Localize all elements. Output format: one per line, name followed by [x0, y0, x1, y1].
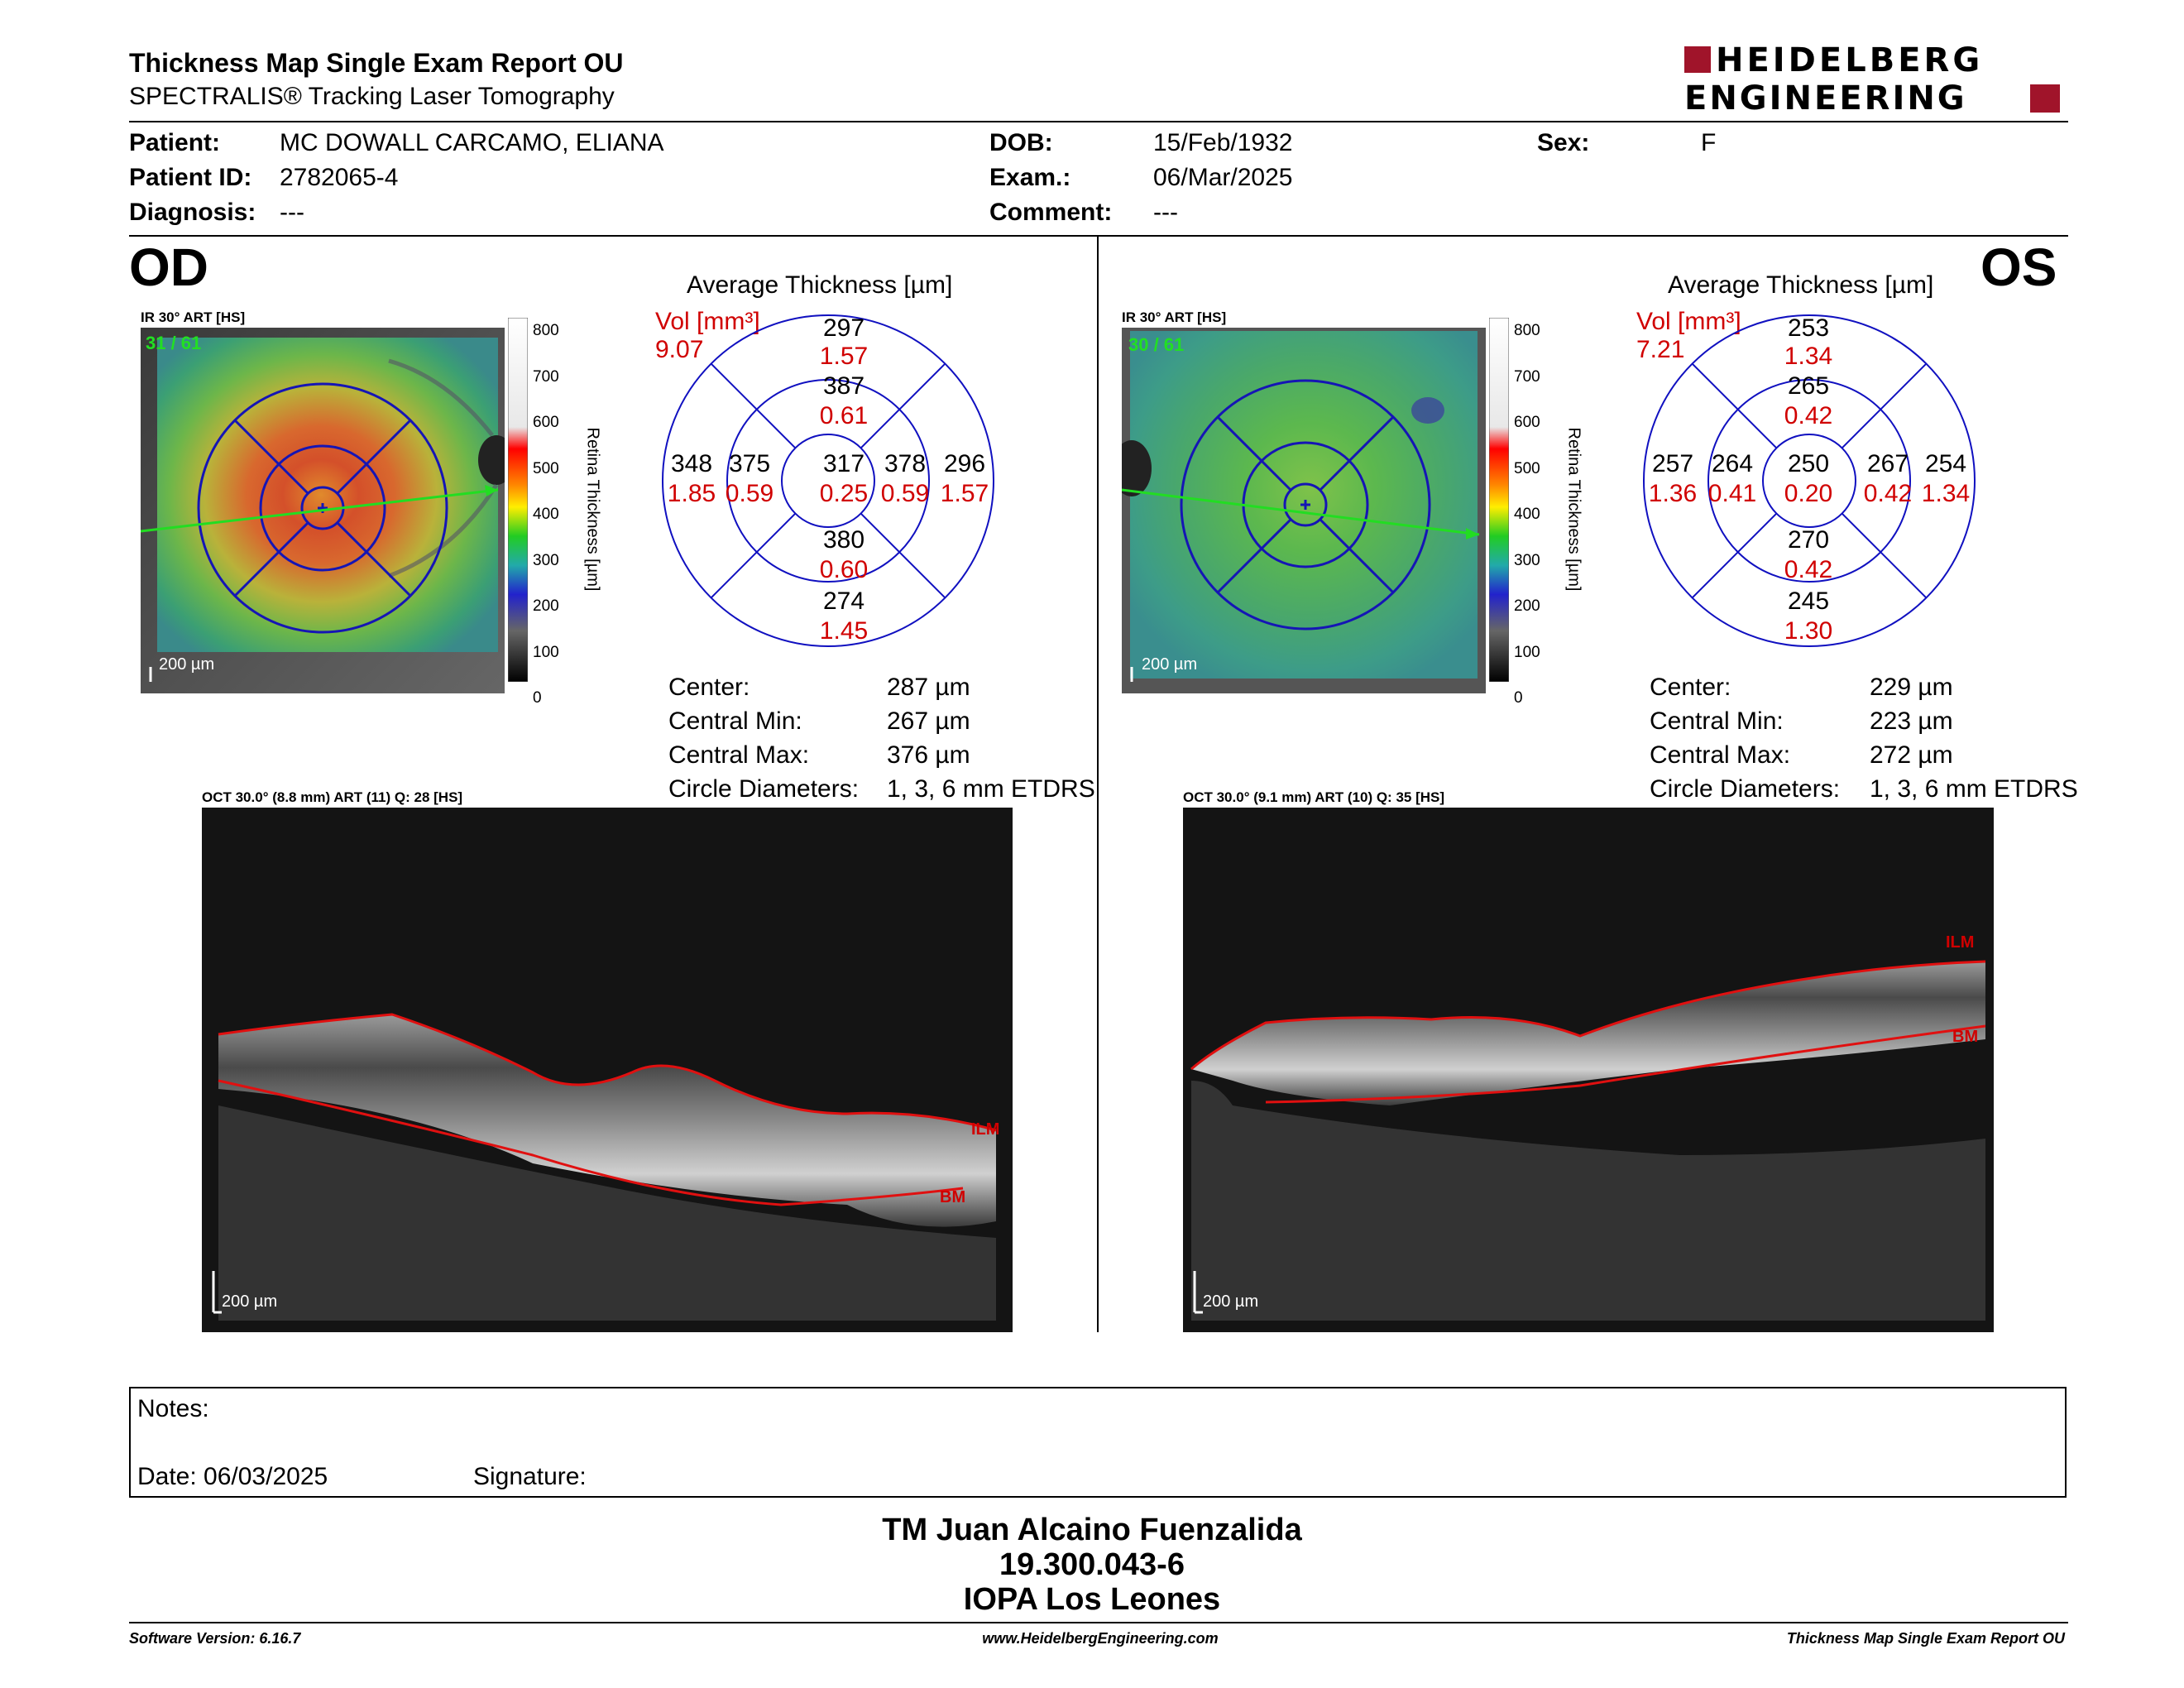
stat-label: Central Min: — [668, 707, 802, 735]
patient-id-label: Patient ID: — [129, 164, 252, 191]
os-outer-right-thickness: 254 — [1924, 450, 1967, 477]
od-outer-top-volume: 1.57 — [819, 343, 869, 370]
stat-label: Central Max: — [1650, 741, 1791, 769]
od-outer-left-thickness: 348 — [670, 450, 713, 477]
oct-scale-od: 200 µm — [222, 1292, 278, 1311]
os-outer-top-volume: 1.34 — [1784, 343, 1833, 370]
diagnosis-value: --- — [280, 199, 304, 226]
od-outer-right-thickness: 296 — [943, 450, 986, 477]
avg-thickness-title-od: Average Thickness [µm] — [687, 271, 953, 299]
vol-value-os: 7.21 — [1636, 336, 1685, 363]
signer-id: 19.300.043-6 — [999, 1547, 1185, 1582]
colorbar-tick: 700 — [1514, 367, 1540, 386]
od-inner-left-thickness: 375 — [728, 450, 771, 477]
header-divider — [129, 121, 2068, 122]
colorbar-title-os: Retina Thickness [µm] — [1564, 427, 1583, 592]
ir-label-os: IR 30° ART [HS] — [1122, 309, 1227, 325]
colorbar-tick: 400 — [1514, 506, 1540, 523]
oct-scale-os: 200 µm — [1203, 1292, 1259, 1311]
center-divider — [1097, 237, 1099, 1332]
colorbar-tick: 300 — [1514, 551, 1540, 569]
frame-counter-os: 30 / 61 — [1128, 334, 1185, 355]
oct-bscan-svg-os — [1183, 808, 1994, 1332]
od-inner-top-volume: 0.61 — [819, 402, 869, 429]
patient-value: MC DOWALL CARCAMO, ELIANA — [280, 129, 664, 156]
oct-bscan-os — [1183, 808, 1994, 1332]
dob-value: 15/Feb/1932 — [1153, 129, 1293, 156]
oct-label-os: OCT 30.0° (9.1 mm) ART (10) Q: 35 [HS] — [1183, 789, 1445, 805]
colorbar-tick: 600 — [1514, 414, 1540, 431]
stat-label: Central Max: — [668, 741, 810, 769]
stat-label: Center: — [668, 674, 750, 701]
colorbar-ticks-od — [533, 308, 559, 722]
bm-label-os: BM — [1952, 1028, 1979, 1046]
colorbar-tick: 200 — [1514, 597, 1540, 615]
os-inner-left-volume: 0.41 — [1707, 480, 1757, 507]
colorbar-od — [508, 318, 528, 682]
colorbar-tick: 100 — [1514, 643, 1540, 661]
patient-label: Patient: — [129, 129, 221, 156]
bm-label-od: BM — [940, 1188, 966, 1206]
stat-label: Central Min: — [1650, 707, 1784, 735]
od-outer-right-volume: 1.57 — [940, 480, 989, 507]
colorbar-ticks-os — [1514, 308, 1540, 722]
software-version: Software Version: 6.16.7 — [129, 1630, 301, 1647]
colorbar-tick: 300 — [533, 551, 559, 569]
stats-labels-os — [1650, 670, 1840, 806]
fundus-thickness-map-od — [141, 328, 505, 693]
ilm-label-od: ILM — [971, 1120, 1000, 1139]
logo-red-square-top — [1684, 46, 1711, 73]
logo-red-square-bottom — [2030, 84, 2060, 113]
os-outer-left-thickness: 257 — [1651, 450, 1694, 477]
oct-bscan-svg-od — [202, 808, 1013, 1332]
od-inner-bottom-volume: 0.60 — [819, 556, 869, 583]
colorbar-tick: 500 — [533, 459, 559, 477]
stat-value: 1, 3, 6 mm ETDRS — [1870, 775, 2078, 803]
colorbar-tick: 100 — [533, 643, 559, 661]
footer-divider — [129, 1622, 2068, 1623]
exam-label: Exam.: — [989, 164, 1071, 191]
od-inner-left-volume: 0.59 — [725, 480, 774, 507]
stat-value: 272 µm — [1870, 741, 1953, 769]
comment-value: --- — [1153, 199, 1178, 226]
colorbar-tick: 800 — [533, 322, 559, 339]
stat-label: Circle Diameters: — [668, 775, 860, 803]
colorbar-tick: 200 — [533, 597, 559, 615]
fundus-scale-os: 200 µm — [1142, 655, 1198, 674]
oct-bscan-od — [202, 808, 1013, 1332]
od-outer-bottom-volume: 1.45 — [819, 617, 869, 645]
signer-place: IOPA Los Leones — [963, 1582, 1221, 1617]
frame-counter-od: 31 / 61 — [146, 333, 202, 353]
os-inner-top-thickness: 265 — [1787, 372, 1830, 400]
od-center-thickness: 317 — [822, 450, 865, 477]
fundus-scale-od: 200 µm — [159, 655, 215, 674]
od-outer-bottom-thickness: 274 — [822, 587, 865, 615]
dob-label: DOB: — [989, 129, 1053, 156]
stat-label: Circle Diameters: — [1650, 775, 1841, 803]
notes-label: Notes: — [137, 1395, 209, 1422]
od-outer-left-volume: 1.85 — [667, 480, 716, 507]
os-outer-left-volume: 1.36 — [1648, 480, 1698, 507]
stat-value: 376 µm — [887, 741, 970, 769]
diagnosis-label: Diagnosis: — [129, 199, 256, 226]
vol-label-od: Vol [mm³] — [655, 308, 760, 335]
heidelberg-logo — [1684, 41, 2065, 117]
colorbar-tick: 400 — [533, 506, 559, 523]
report-subtitle: SPECTRALIS® Tracking Laser Tomography — [129, 83, 615, 110]
colorbar-tick: 500 — [1514, 459, 1540, 477]
os-inner-bottom-thickness: 270 — [1787, 526, 1830, 554]
stat-value: 287 µm — [887, 674, 970, 701]
fundus-thickness-map-os — [1122, 328, 1486, 693]
date-label: Date: 06/03/2025 — [137, 1463, 328, 1490]
os-outer-bottom-volume: 1.30 — [1784, 617, 1833, 645]
os-outer-top-thickness: 253 — [1787, 314, 1830, 342]
vol-label-os: Vol [mm³] — [1636, 308, 1741, 335]
colorbar-tick: 800 — [1514, 322, 1540, 339]
signer-block — [745, 1513, 1439, 1617]
stat-value: 229 µm — [1870, 674, 1953, 701]
od-outer-top-thickness: 297 — [822, 314, 865, 342]
stat-value: 223 µm — [1870, 707, 1953, 735]
patient-id-value: 2782065-4 — [280, 164, 399, 191]
sex-value: F — [1701, 129, 1717, 156]
avg-thickness-title-os: Average Thickness [µm] — [1668, 271, 1934, 299]
comment-label: Comment: — [989, 199, 1113, 226]
os-center-volume: 0.20 — [1784, 480, 1833, 507]
os-inner-right-volume: 0.42 — [1863, 480, 1913, 507]
os-outer-bottom-thickness: 245 — [1787, 587, 1830, 615]
os-outer-right-volume: 1.34 — [1921, 480, 1971, 507]
colorbar-tick: 700 — [533, 367, 559, 386]
colorbar-title-od: Retina Thickness [µm] — [583, 427, 602, 592]
sex-label: Sex: — [1537, 129, 1590, 156]
os-inner-right-thickness: 267 — [1866, 450, 1909, 477]
os-center-thickness: 250 — [1787, 450, 1830, 477]
footer-report-name: Thickness Map Single Exam Report OU — [1786, 1630, 2065, 1647]
stats-values-od — [887, 670, 1095, 806]
ir-label-od: IR 30° ART [HS] — [141, 309, 246, 325]
vol-value-od: 9.07 — [655, 336, 704, 363]
signature-label: Signature: — [473, 1463, 587, 1490]
signer-name: TM Juan Alcaino Fuenzalida — [882, 1513, 1302, 1547]
fundus-map-svg-os — [1122, 328, 1486, 693]
eye-label-od: OD — [129, 237, 208, 297]
oct-label-od: OCT 30.0° (8.8 mm) ART (11) Q: 28 [HS] — [202, 789, 463, 805]
colorbar-tick: 0 — [533, 689, 542, 707]
exam-value: 06/Mar/2025 — [1153, 164, 1293, 191]
colorbar-os — [1489, 318, 1509, 682]
os-inner-top-volume: 0.42 — [1784, 402, 1833, 429]
stat-label: Center: — [1650, 674, 1731, 701]
patient-divider — [129, 235, 2068, 237]
stat-value: 267 µm — [887, 707, 970, 735]
os-inner-bottom-volume: 0.42 — [1784, 556, 1833, 583]
notes-box[interactable] — [129, 1387, 2067, 1498]
eye-label-os: OS — [1980, 237, 2057, 297]
od-inner-right-thickness: 378 — [884, 450, 927, 477]
os-inner-left-thickness: 264 — [1711, 450, 1754, 477]
stats-labels-od — [668, 670, 859, 806]
website-link[interactable]: www.HeidelbergEngineering.com — [982, 1630, 1219, 1647]
fundus-map-svg-od — [141, 328, 505, 693]
colorbar-tick: 0 — [1514, 689, 1523, 707]
od-inner-top-thickness: 387 — [822, 372, 865, 400]
colorbar-tick: 600 — [533, 414, 559, 431]
logo-line2: ENGINEERING — [1684, 79, 1967, 117]
stats-values-os — [1870, 670, 2078, 806]
od-inner-right-volume: 0.59 — [880, 480, 930, 507]
stat-value: 1, 3, 6 mm ETDRS — [887, 775, 1095, 803]
ilm-label-os: ILM — [1946, 933, 1975, 952]
report-title: Thickness Map Single Exam Report OU — [129, 48, 624, 78]
od-inner-bottom-thickness: 380 — [822, 526, 865, 554]
logo-line1: HEIDELBERG — [1716, 41, 1984, 79]
od-center-volume: 0.25 — [819, 480, 869, 507]
